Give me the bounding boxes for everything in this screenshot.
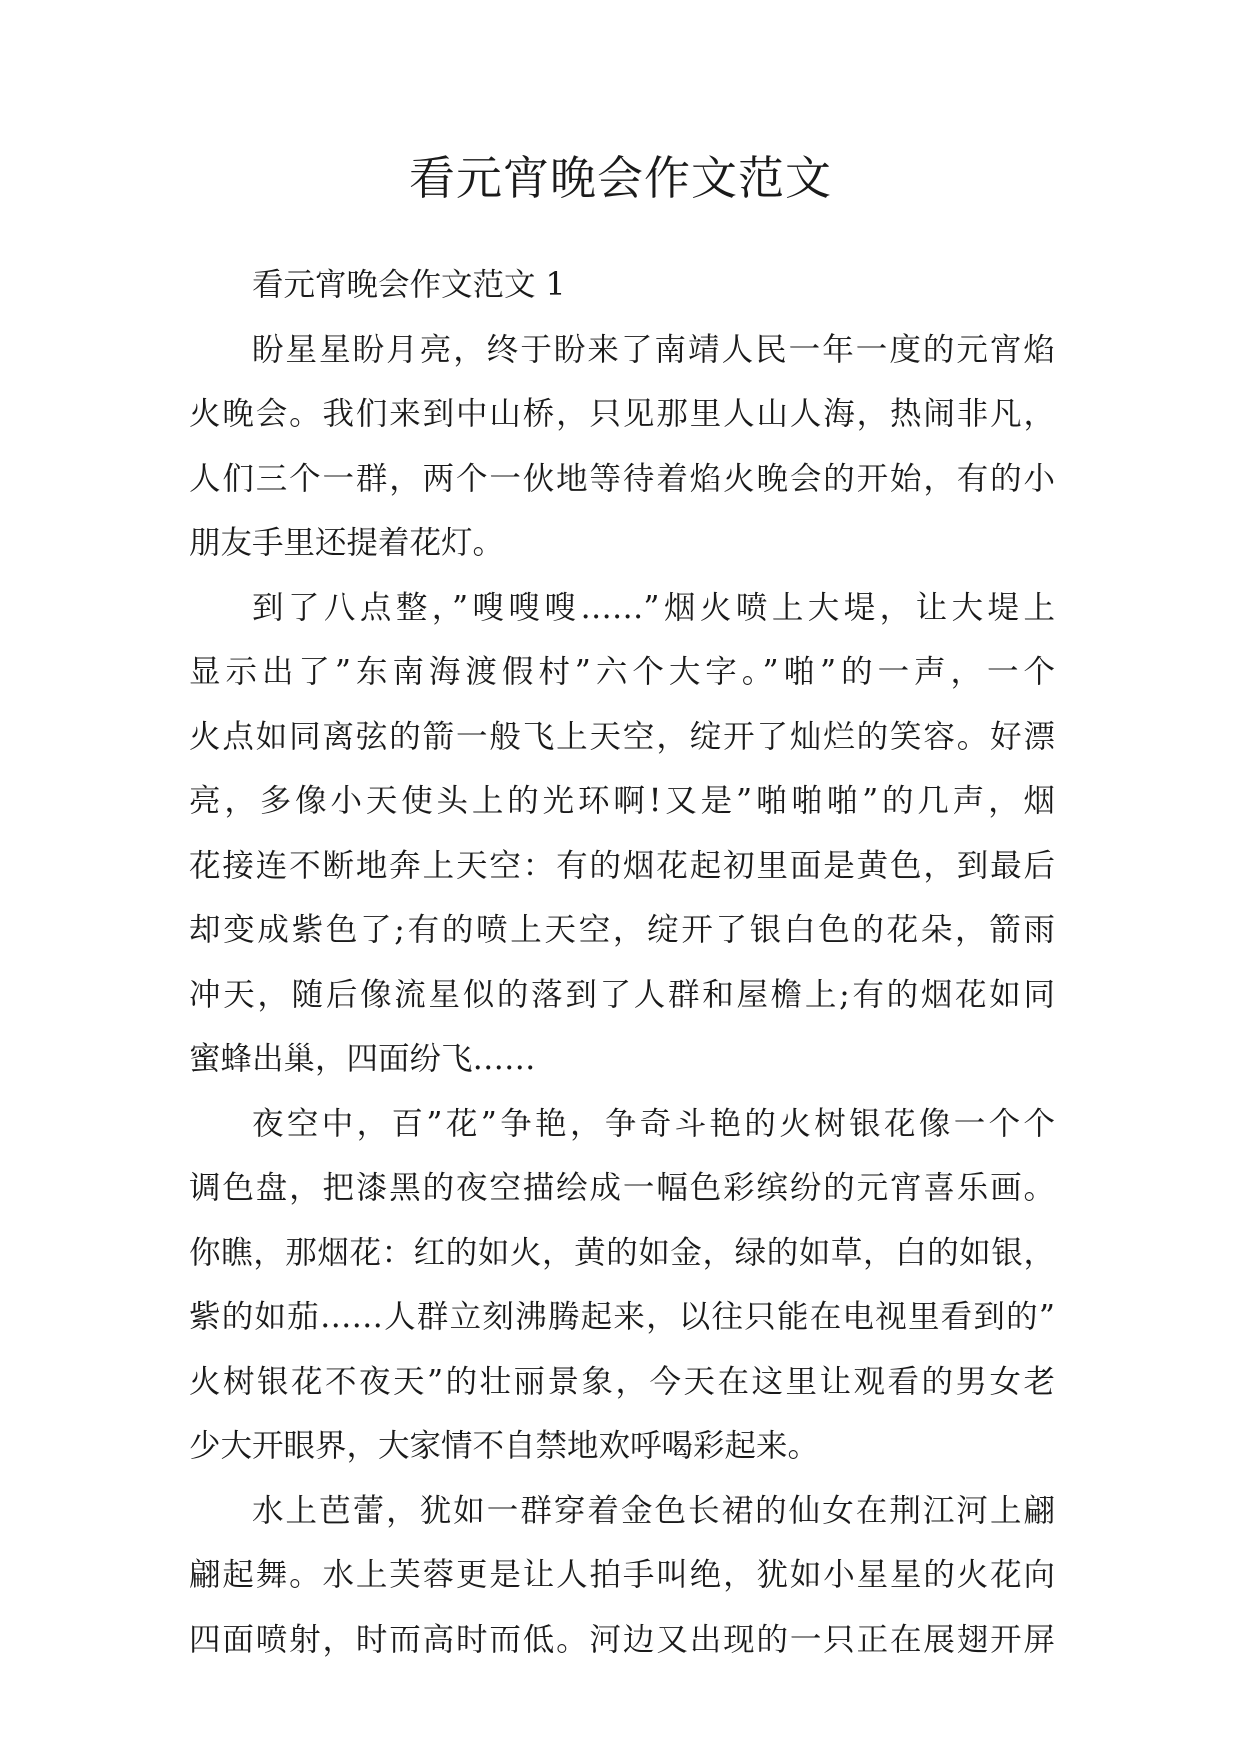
text-line: 蜜蜂出巢，四面纷飞…… <box>189 1041 536 1077</box>
text-line: 显示出了”东南海渡假村”六个大字。”啪”的一声，一个 <box>189 654 1055 690</box>
text-line: 看元宵晚会作文范文 1 <box>252 267 566 303</box>
text-line: 冲天，随后像流星似的落到了人群和屋檐上;有的烟花如同 <box>189 976 1055 1013</box>
text-line: 夜空中，百”花”争艳，争奇斗艳的火树银花像一个个 <box>252 1105 1055 1142</box>
text-line: 水上芭蕾，犹如一群穿着金色长裙的仙女在荆江河上翩 <box>252 1492 1055 1529</box>
text-line: 盼星星盼月亮，终于盼来了南靖人民一年一度的元宵焰 <box>252 331 1055 368</box>
text-line: 花接连不断地奔上天空：有的烟花起初里面是黄色，到最后 <box>189 847 1055 884</box>
text-line: 四面喷射，时而高时而低。河边又出现的一只正在展翅开屏 <box>189 1621 1055 1658</box>
text-line: 却变成紫色了;有的喷上天空，绽开了银白色的花朵，箭雨 <box>189 912 1055 948</box>
document-body <box>189 253 1055 1672</box>
page-title: 看元宵晚会作文范文 <box>409 151 832 205</box>
text-line: 人们三个一群，两个一伙地等待着焰火晚会的开始，有的小 <box>189 460 1055 497</box>
text-line: 亮，多像小天使头上的光环啊!又是”啪啪啪”的几声，烟 <box>189 783 1055 819</box>
text-line: 调色盘，把漆黑的夜空描绘成一幅色彩缤纷的元宵喜乐画。 <box>189 1170 1055 1206</box>
text-line: 火树银花不夜天”的壮丽景象，今天在这里让观看的男女老 <box>189 1363 1055 1400</box>
text-line: 紫的如茄……人群立刻沸腾起来，以往只能在电视里看到的” <box>189 1299 1055 1335</box>
text-line: 火点如同离弦的箭一般飞上天空，绽开了灿烂的笑容。好漂 <box>189 718 1055 755</box>
text-line: 朋友手里还提着花灯。 <box>189 525 505 561</box>
text-line: 火晚会。我们来到中山桥，只见那里人山人海，热闹非凡， <box>189 396 1055 432</box>
text-line: 你瞧，那烟花：红的如火，黄的如金，绿的如草，白的如银， <box>189 1234 1055 1271</box>
text-line: 少大开眼界，大家情不自禁地欢呼喝彩起来。 <box>189 1428 820 1464</box>
text-line: 翩起舞。水上芙蓉更是让人拍手叫绝，犹如小星星的火花向 <box>189 1557 1055 1593</box>
text-line: 到了八点整，”嗖嗖嗖……”烟火喷上大堤，让大堤上 <box>252 589 1055 626</box>
